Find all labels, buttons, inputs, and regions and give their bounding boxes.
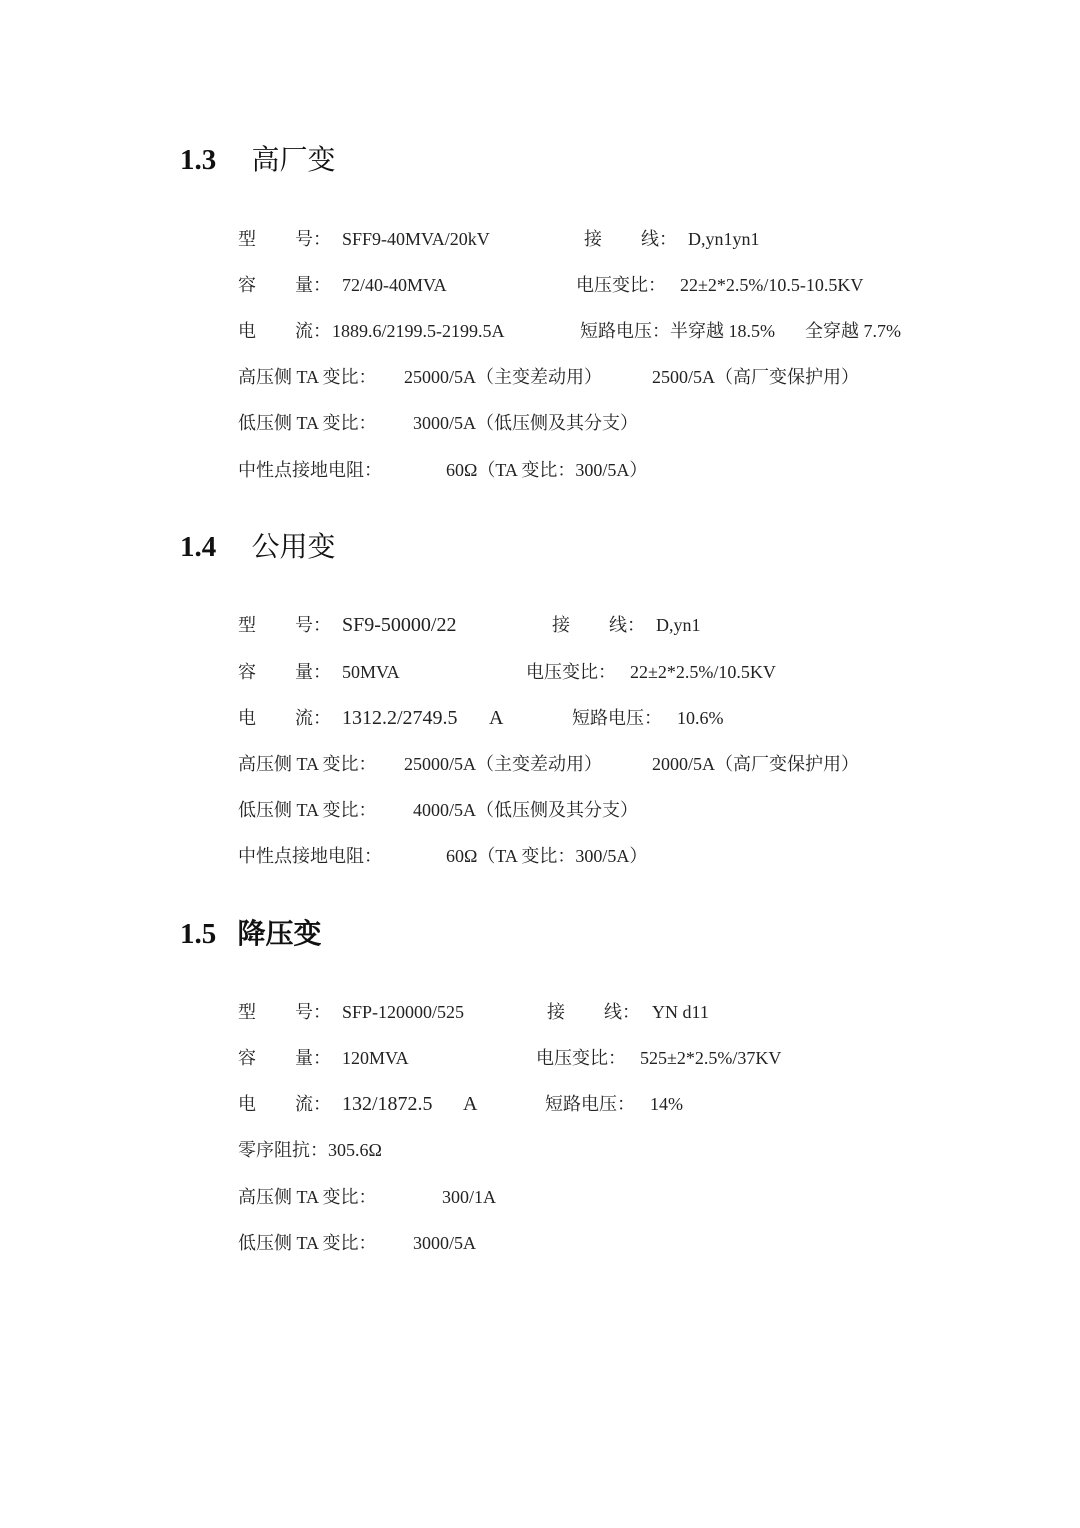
lv-ta-ratio-value: 3000/5A（低压侧及其分支）	[413, 413, 638, 433]
section-title: 高厂变	[251, 143, 336, 176]
current-label-2: 流：	[295, 1094, 331, 1114]
capacity-value: 120MVA	[342, 1048, 409, 1068]
lv-ta-ratio-label: 低压侧 TA 变比：	[238, 1233, 377, 1253]
current-unit: A	[463, 1093, 478, 1115]
model-value: SFP-120000/525	[342, 1002, 465, 1022]
hv-ta-ratio-label: 高压侧 TA 变比：	[238, 754, 377, 774]
current-unit: A	[489, 707, 504, 729]
short-circuit-value: 14%	[650, 1094, 683, 1114]
section-title: 公用变	[251, 530, 336, 563]
capacity-value: 72/40-40MVA	[342, 275, 447, 295]
hv-ta-ratio-value-2: 2000/5A（高厂变保护用）	[652, 754, 859, 774]
section-number: 1.4	[180, 531, 217, 563]
hv-ta-ratio-label: 高压侧 TA 变比：	[238, 1187, 377, 1207]
wiring-label-2: 线：	[604, 1002, 640, 1022]
lv-ta-ratio-label: 低压侧 TA 变比：	[238, 413, 377, 433]
voltage-ratio-value: 525±2*2.5%/37KV	[640, 1048, 782, 1068]
voltage-ratio-label: 电压变比：	[526, 662, 616, 682]
wiring-label-2: 线：	[609, 615, 645, 635]
current-label-1: 电	[238, 1094, 256, 1114]
section-heading	[180, 917, 322, 950]
current-value: 1889.6/2199.5-2199.5A	[332, 321, 505, 341]
short-circuit-label: 短路电压：	[572, 708, 662, 728]
current-label-1: 电	[238, 708, 256, 728]
neutral-resistance-value: 60Ω（TA 变比：300/5A）	[446, 846, 648, 866]
section-heading	[180, 530, 336, 563]
voltage-ratio-value: 22±2*2.5%/10.5KV	[630, 662, 776, 682]
model-label-1: 型	[238, 1002, 256, 1022]
neutral-resistance-value: 60Ω（TA 变比：300/5A）	[446, 460, 648, 480]
short-circuit-label: 短路电压：	[545, 1094, 635, 1114]
hv-ta-ratio-value-1: 25000/5A（主变差动用）	[404, 754, 602, 774]
current-value: 1312.2/2749.5	[342, 707, 458, 729]
voltage-ratio-value: 22±2*2.5%/10.5-10.5KV	[680, 275, 864, 295]
capacity-label-2: 量：	[295, 1048, 331, 1068]
model-label-1: 型	[238, 615, 256, 635]
model-label-2: 号：	[295, 229, 331, 249]
capacity-label-1: 容	[238, 275, 256, 295]
lv-ta-ratio-label: 低压侧 TA 变比：	[238, 800, 377, 820]
current-value: 132/1872.5	[342, 1093, 433, 1115]
voltage-ratio-label: 电压变比：	[576, 275, 666, 295]
neutral-resistance-label: 中性点接地电阻：	[238, 846, 382, 866]
model-value: SFF9-40MVA/20kV	[342, 229, 490, 249]
section-number: 1.3	[180, 144, 217, 176]
full-crossing-voltage: 全穿越 7.7%	[805, 321, 901, 341]
current-label-1: 电	[238, 321, 256, 341]
wiring-label-1: 接	[547, 1002, 565, 1022]
wiring-value: D,yn1yn1	[688, 229, 760, 249]
hv-ta-ratio-value-2: 2500/5A（高厂变保护用）	[652, 367, 859, 387]
wiring-value: D,yn1	[656, 615, 701, 635]
hv-ta-ratio-value: 300/1A	[442, 1187, 496, 1207]
model-label-2: 号：	[295, 615, 331, 635]
capacity-label-1: 容	[238, 1048, 256, 1068]
hv-ta-ratio-label: 高压侧 TA 变比：	[238, 367, 377, 387]
short-circuit-value: 10.6%	[677, 708, 724, 728]
wiring-value: YN d11	[652, 1002, 709, 1022]
model-value: SF9-50000/22	[342, 614, 457, 636]
voltage-ratio-label: 电压变比：	[536, 1048, 626, 1068]
wiring-label-1: 接	[584, 229, 602, 249]
capacity-label-1: 容	[238, 662, 256, 682]
hv-ta-ratio-value-1: 25000/5A（主变差动用）	[404, 367, 602, 387]
current-label-2: 流：	[295, 321, 331, 341]
neutral-resistance-label: 中性点接地电阻：	[238, 460, 382, 480]
lv-ta-ratio-value: 3000/5A	[413, 1233, 476, 1253]
capacity-value: 50MVA	[342, 662, 400, 682]
lv-ta-ratio-value: 4000/5A（低压侧及其分支）	[413, 800, 638, 820]
wiring-label-1: 接	[552, 615, 570, 635]
short-circuit-voltage: 短路电压：半穿越 18.5%	[580, 321, 775, 341]
wiring-label-2: 线：	[641, 229, 677, 249]
model-label-2: 号：	[295, 1002, 331, 1022]
model-label-1: 型	[238, 229, 256, 249]
zero-sequence-impedance: 零序阻抗：305.6Ω	[238, 1140, 382, 1160]
section-number: 1.5	[180, 918, 217, 950]
section-title: 降压变	[237, 917, 322, 950]
section-heading	[180, 143, 336, 176]
capacity-label-2: 量：	[295, 662, 331, 682]
capacity-label-2: 量：	[295, 275, 331, 295]
current-label-2: 流：	[295, 708, 331, 728]
